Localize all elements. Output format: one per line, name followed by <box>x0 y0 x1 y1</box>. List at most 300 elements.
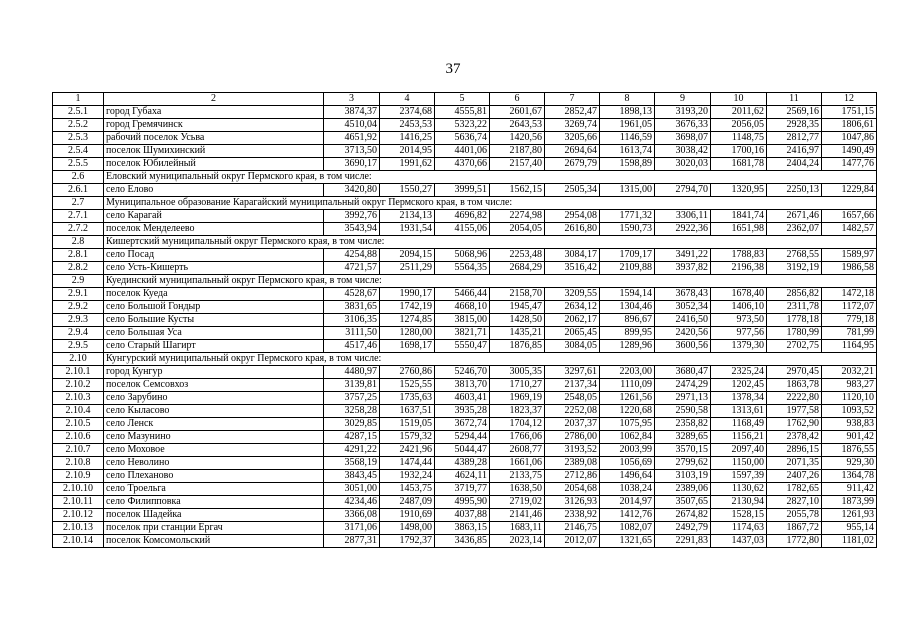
value-cell: 1788,83 <box>711 249 767 262</box>
value-cell: 3713,50 <box>324 145 380 158</box>
value-cell: 1782,65 <box>767 483 822 496</box>
row-code-cell: 2.10.6 <box>53 431 104 444</box>
table-row <box>53 184 877 197</box>
value-cell: 1320,95 <box>711 184 767 197</box>
value-cell: 781,99 <box>822 327 877 340</box>
value-cell: 1420,56 <box>490 132 545 145</box>
value-cell: 1579,32 <box>380 431 435 444</box>
value-cell: 2674,82 <box>655 509 711 522</box>
value-cell: 3051,00 <box>324 483 380 496</box>
value-cell: 2032,21 <box>822 366 877 379</box>
value-cell: 1220,68 <box>600 405 655 418</box>
value-cell: 5564,35 <box>435 262 490 275</box>
value-cell: 2511,29 <box>380 262 435 275</box>
table-row <box>53 366 877 379</box>
value-cell: 3193,52 <box>545 444 600 457</box>
settlement-name-cell: село Большие Кусты <box>104 314 324 327</box>
value-cell: 1528,15 <box>711 509 767 522</box>
value-cell: 1698,17 <box>380 340 435 353</box>
value-cell: 2358,82 <box>655 418 711 431</box>
value-cell: 4370,66 <box>435 158 490 171</box>
value-cell: 2362,07 <box>767 223 822 236</box>
settlement-name-cell: село Карагай <box>104 210 324 223</box>
value-cell: 1047,86 <box>822 132 877 145</box>
value-cell: 4480,97 <box>324 366 380 379</box>
value-cell: 4234,46 <box>324 496 380 509</box>
value-cell: 4389,28 <box>435 457 490 470</box>
value-cell: 1961,05 <box>600 119 655 132</box>
row-code-cell: 2.8.2 <box>53 262 104 275</box>
value-cell: 3306,11 <box>655 210 711 223</box>
table-row <box>53 496 877 509</box>
column-number-cell: 2 <box>104 93 324 106</box>
section-title-cell: Куединский муниципальный округ Пермского края, в том числе: <box>104 275 877 288</box>
value-cell: 3209,55 <box>545 288 600 301</box>
value-cell: 1841,74 <box>711 210 767 223</box>
value-cell: 4155,06 <box>435 223 490 236</box>
row-code-cell: 2.10.10 <box>53 483 104 496</box>
value-cell: 2012,07 <box>545 535 600 548</box>
value-cell: 1562,15 <box>490 184 545 197</box>
tariff-table <box>52 92 877 548</box>
value-cell: 3052,34 <box>655 301 711 314</box>
value-cell: 1490,49 <box>822 145 877 158</box>
value-cell: 2768,55 <box>767 249 822 262</box>
value-cell: 3516,42 <box>545 262 600 275</box>
value-cell: 2097,40 <box>711 444 767 457</box>
settlement-name-cell: село Троельга <box>104 483 324 496</box>
section-title-cell: Кунгурский муниципальный округ Пермского края, в том числе: <box>104 353 877 366</box>
value-cell: 2487,09 <box>380 496 435 509</box>
value-cell: 1519,05 <box>380 418 435 431</box>
table-row <box>53 223 877 236</box>
value-cell: 2786,00 <box>545 431 600 444</box>
value-cell: 1289,96 <box>600 340 655 353</box>
value-cell: 2014,97 <box>600 496 655 509</box>
value-cell: 4037,88 <box>435 509 490 522</box>
value-cell: 2634,12 <box>545 301 600 314</box>
page-number: 37 <box>445 61 461 77</box>
value-cell: 2694,64 <box>545 145 600 158</box>
settlement-name-cell: поселок при станции Ергач <box>104 522 324 535</box>
value-cell: 1525,55 <box>380 379 435 392</box>
value-cell: 3672,74 <box>435 418 490 431</box>
value-cell: 3757,25 <box>324 392 380 405</box>
value-cell: 2196,38 <box>711 262 767 275</box>
value-cell: 3843,45 <box>324 470 380 483</box>
value-cell: 3935,28 <box>435 405 490 418</box>
value-cell: 4510,04 <box>324 119 380 132</box>
row-code-cell: 2.5.3 <box>53 132 104 145</box>
value-cell: 2141,46 <box>490 509 545 522</box>
value-cell: 3543,94 <box>324 223 380 236</box>
value-cell: 896,67 <box>600 314 655 327</box>
row-code-cell: 2.10.3 <box>53 392 104 405</box>
settlement-name-cell: село Большой Гондыр <box>104 301 324 314</box>
table-row <box>53 106 877 119</box>
value-cell: 1683,11 <box>490 522 545 535</box>
row-code-cell: 2.10.1 <box>53 366 104 379</box>
value-cell: 1150,00 <box>711 457 767 470</box>
value-cell: 1735,63 <box>380 392 435 405</box>
value-cell: 911,42 <box>822 483 877 496</box>
value-cell: 1146,59 <box>600 132 655 145</box>
column-number-cell: 4 <box>380 93 435 106</box>
value-cell: 1751,15 <box>822 106 877 119</box>
settlement-name-cell: город Губаха <box>104 106 324 119</box>
value-cell: 2062,17 <box>545 314 600 327</box>
value-cell: 1274,85 <box>380 314 435 327</box>
value-cell: 1472,18 <box>822 288 877 301</box>
value-cell: 1412,76 <box>600 509 655 522</box>
value-cell: 1474,44 <box>380 457 435 470</box>
value-cell: 2222,80 <box>767 392 822 405</box>
value-cell: 1168,49 <box>711 418 767 431</box>
value-cell: 2453,53 <box>380 119 435 132</box>
settlement-name-cell: село Большая Уса <box>104 327 324 340</box>
settlement-name-cell: поселок Куеда <box>104 288 324 301</box>
value-cell: 1876,85 <box>490 340 545 353</box>
value-cell: 2799,62 <box>655 457 711 470</box>
value-cell: 1280,00 <box>380 327 435 340</box>
value-cell: 1766,06 <box>490 431 545 444</box>
value-cell: 1651,98 <box>711 223 767 236</box>
value-cell: 2601,67 <box>490 106 545 119</box>
value-cell: 4287,15 <box>324 431 380 444</box>
row-code-cell: 2.7.1 <box>53 210 104 223</box>
value-cell: 2971,13 <box>655 392 711 405</box>
table-row <box>53 340 877 353</box>
value-cell: 1876,55 <box>822 444 877 457</box>
value-cell: 1991,62 <box>380 158 435 171</box>
settlement-name-cell: село Филипповка <box>104 496 324 509</box>
value-cell: 3676,33 <box>655 119 711 132</box>
row-code-cell: 2.9.4 <box>53 327 104 340</box>
settlement-name-cell: село Кыласово <box>104 405 324 418</box>
row-code-cell: 2.9.2 <box>53 301 104 314</box>
value-cell: 3171,06 <box>324 522 380 535</box>
row-code-cell: 2.10.11 <box>53 496 104 509</box>
value-cell: 1778,18 <box>767 314 822 327</box>
value-cell: 2856,82 <box>767 288 822 301</box>
section-title-cell: Кишертский муниципальный округ Пермского края, в том числе: <box>104 236 877 249</box>
value-cell: 4401,06 <box>435 145 490 158</box>
value-cell: 3600,56 <box>655 340 711 353</box>
value-cell: 5323,22 <box>435 119 490 132</box>
value-cell: 1613,74 <box>600 145 655 158</box>
value-cell: 2274,98 <box>490 210 545 223</box>
row-code-cell: 2.7.2 <box>53 223 104 236</box>
value-cell: 1709,17 <box>600 249 655 262</box>
value-cell: 1496,64 <box>600 470 655 483</box>
row-code-cell: 2.10.2 <box>53 379 104 392</box>
value-cell: 1148,75 <box>711 132 767 145</box>
value-cell: 2794,70 <box>655 184 711 197</box>
value-cell: 3106,35 <box>324 314 380 327</box>
value-cell: 2416,50 <box>655 314 711 327</box>
value-cell: 5044,47 <box>435 444 490 457</box>
value-cell: 2071,35 <box>767 457 822 470</box>
value-cell: 1075,95 <box>600 418 655 431</box>
row-code-cell: 2.6 <box>53 171 104 184</box>
value-cell: 2684,29 <box>490 262 545 275</box>
value-cell: 1038,24 <box>600 483 655 496</box>
value-cell: 3420,80 <box>324 184 380 197</box>
value-cell: 1379,30 <box>711 340 767 353</box>
value-cell: 1082,07 <box>600 522 655 535</box>
value-cell: 1174,63 <box>711 522 767 535</box>
value-cell: 2852,47 <box>545 106 600 119</box>
value-cell: 1477,76 <box>822 158 877 171</box>
value-cell: 977,56 <box>711 327 767 340</box>
value-cell: 1637,51 <box>380 405 435 418</box>
value-cell: 2616,80 <box>545 223 600 236</box>
value-cell: 1056,69 <box>600 457 655 470</box>
settlement-name-cell: рабочий поселок Усьва <box>104 132 324 145</box>
row-code-cell: 2.5.4 <box>53 145 104 158</box>
value-cell: 2374,68 <box>380 106 435 119</box>
settlement-name-cell: поселок Комсомольский <box>104 535 324 548</box>
row-code-cell: 2.10.7 <box>53 444 104 457</box>
column-number-cell: 3 <box>324 93 380 106</box>
settlement-name-cell: село Старый Шагирт <box>104 340 324 353</box>
value-cell: 1172,07 <box>822 301 877 314</box>
settlement-name-cell: поселок Юбилейный <box>104 158 324 171</box>
value-cell: 2252,08 <box>545 405 600 418</box>
value-cell: 1202,45 <box>711 379 767 392</box>
row-code-cell: 2.10.14 <box>53 535 104 548</box>
row-code-cell: 2.10.8 <box>53 457 104 470</box>
value-cell: 2712,86 <box>545 470 600 483</box>
value-cell: 3491,22 <box>655 249 711 262</box>
value-cell: 1589,97 <box>822 249 877 262</box>
value-cell: 2023,14 <box>490 535 545 548</box>
value-cell: 1321,65 <box>600 535 655 548</box>
value-cell: 2389,08 <box>545 457 600 470</box>
settlement-name-cell: село Мазунино <box>104 431 324 444</box>
value-cell: 2702,75 <box>767 340 822 353</box>
value-cell: 1990,17 <box>380 288 435 301</box>
value-cell: 1313,61 <box>711 405 767 418</box>
value-cell: 2896,15 <box>767 444 822 457</box>
value-cell: 1704,12 <box>490 418 545 431</box>
value-cell: 3507,65 <box>655 496 711 509</box>
value-cell: 1638,50 <box>490 483 545 496</box>
value-cell: 1550,27 <box>380 184 435 197</box>
settlement-name-cell: село Елово <box>104 184 324 197</box>
value-cell: 2404,24 <box>767 158 822 171</box>
row-code-cell: 2.7 <box>53 197 104 210</box>
value-cell: 3269,74 <box>545 119 600 132</box>
value-cell: 2416,97 <box>767 145 822 158</box>
value-cell: 2137,34 <box>545 379 600 392</box>
value-cell: 1093,52 <box>822 405 877 418</box>
value-cell: 1742,19 <box>380 301 435 314</box>
value-cell: 3192,19 <box>767 262 822 275</box>
column-number-cell: 7 <box>545 93 600 106</box>
value-cell: 1453,75 <box>380 483 435 496</box>
value-cell: 1931,54 <box>380 223 435 236</box>
value-cell: 2643,53 <box>490 119 545 132</box>
value-cell: 1164,95 <box>822 340 877 353</box>
value-cell: 3874,37 <box>324 106 380 119</box>
row-code-cell: 2.9.1 <box>53 288 104 301</box>
value-cell: 3999,51 <box>435 184 490 197</box>
value-cell: 1261,56 <box>600 392 655 405</box>
column-number-cell: 8 <box>600 93 655 106</box>
value-cell: 1364,78 <box>822 470 877 483</box>
value-cell: 2922,36 <box>655 223 711 236</box>
column-number-cell: 5 <box>435 93 490 106</box>
value-cell: 2928,35 <box>767 119 822 132</box>
table-row <box>53 457 877 470</box>
value-cell: 1867,72 <box>767 522 822 535</box>
value-cell: 2492,79 <box>655 522 711 535</box>
value-cell: 1969,19 <box>490 392 545 405</box>
value-cell: 1437,03 <box>711 535 767 548</box>
value-cell: 3139,81 <box>324 379 380 392</box>
table-row <box>53 249 877 262</box>
settlement-name-cell: село Неволино <box>104 457 324 470</box>
value-cell: 1863,78 <box>767 379 822 392</box>
value-cell: 3815,00 <box>435 314 490 327</box>
value-cell: 2011,62 <box>711 106 767 119</box>
value-cell: 2253,48 <box>490 249 545 262</box>
value-cell: 3690,17 <box>324 158 380 171</box>
value-cell: 2056,05 <box>711 119 767 132</box>
row-code-cell: 2.5.1 <box>53 106 104 119</box>
value-cell: 1932,24 <box>380 470 435 483</box>
value-cell: 1378,34 <box>711 392 767 405</box>
section-row <box>53 353 877 366</box>
value-cell: 1657,66 <box>822 210 877 223</box>
table-row <box>53 444 877 457</box>
value-cell: 2109,88 <box>600 262 655 275</box>
settlement-name-cell: город Кунгур <box>104 366 324 379</box>
value-cell: 3020,03 <box>655 158 711 171</box>
value-cell: 2130,94 <box>711 496 767 509</box>
table-row <box>53 522 877 535</box>
table-row <box>53 405 877 418</box>
value-cell: 3193,20 <box>655 106 711 119</box>
value-cell: 2421,96 <box>380 444 435 457</box>
value-cell: 3568,19 <box>324 457 380 470</box>
value-cell: 2325,24 <box>711 366 767 379</box>
row-code-cell: 2.10.12 <box>53 509 104 522</box>
section-title-cell: Муниципальное образование Карагайский муниципальный округ Пермского края, в том числе: <box>104 197 877 210</box>
settlement-name-cell: село Зарубино <box>104 392 324 405</box>
value-cell: 3111,50 <box>324 327 380 340</box>
value-cell: 1661,06 <box>490 457 545 470</box>
row-code-cell: 2.8 <box>53 236 104 249</box>
column-number-cell: 11 <box>767 93 822 106</box>
value-cell: 2679,79 <box>545 158 600 171</box>
value-cell: 1120,10 <box>822 392 877 405</box>
value-cell: 2827,10 <box>767 496 822 509</box>
value-cell: 1806,61 <box>822 119 877 132</box>
value-cell: 1130,62 <box>711 483 767 496</box>
value-cell: 3205,66 <box>545 132 600 145</box>
table-body <box>53 93 877 548</box>
value-cell: 1498,00 <box>380 522 435 535</box>
table-row <box>53 262 877 275</box>
value-cell: 2203,00 <box>600 366 655 379</box>
value-cell: 1780,99 <box>767 327 822 340</box>
settlement-name-cell: поселок Шумихинский <box>104 145 324 158</box>
value-cell: 5466,44 <box>435 288 490 301</box>
row-code-cell: 2.9.5 <box>53 340 104 353</box>
value-cell: 779,18 <box>822 314 877 327</box>
settlement-name-cell: село Ленск <box>104 418 324 431</box>
value-cell: 1594,14 <box>600 288 655 301</box>
settlement-name-cell: село Моховое <box>104 444 324 457</box>
value-cell: 2970,45 <box>767 366 822 379</box>
value-cell: 1873,99 <box>822 496 877 509</box>
value-cell: 2505,34 <box>545 184 600 197</box>
value-cell: 1590,73 <box>600 223 655 236</box>
value-cell: 4668,10 <box>435 301 490 314</box>
row-code-cell: 2.10.5 <box>53 418 104 431</box>
value-cell: 2311,78 <box>767 301 822 314</box>
table-row <box>53 431 877 444</box>
table-row <box>53 210 877 223</box>
value-cell: 4517,46 <box>324 340 380 353</box>
table-row <box>53 288 877 301</box>
value-cell: 2569,16 <box>767 106 822 119</box>
value-cell: 3258,28 <box>324 405 380 418</box>
table-row <box>53 509 877 522</box>
value-cell: 4696,82 <box>435 210 490 223</box>
row-code-cell: 2.5.5 <box>53 158 104 171</box>
value-cell: 4555,81 <box>435 106 490 119</box>
value-cell: 3297,61 <box>545 366 600 379</box>
value-cell: 2250,13 <box>767 184 822 197</box>
value-cell: 1110,09 <box>600 379 655 392</box>
value-cell: 1772,80 <box>767 535 822 548</box>
value-cell: 2065,45 <box>545 327 600 340</box>
value-cell: 1945,47 <box>490 301 545 314</box>
value-cell: 1823,37 <box>490 405 545 418</box>
row-code-cell: 2.8.1 <box>53 249 104 262</box>
value-cell: 3698,07 <box>655 132 711 145</box>
settlement-name-cell: город Гремячинск <box>104 119 324 132</box>
value-cell: 1710,27 <box>490 379 545 392</box>
value-cell: 3038,42 <box>655 145 711 158</box>
value-cell: 3005,35 <box>490 366 545 379</box>
value-cell: 4995,90 <box>435 496 490 509</box>
value-cell: 1261,93 <box>822 509 877 522</box>
table-row <box>53 535 877 548</box>
value-cell: 3436,85 <box>435 535 490 548</box>
settlement-name-cell: поселок Семсовхоз <box>104 379 324 392</box>
row-code-cell: 2.10.9 <box>53 470 104 483</box>
value-cell: 1771,32 <box>600 210 655 223</box>
value-cell: 2671,46 <box>767 210 822 223</box>
value-cell: 1435,21 <box>490 327 545 340</box>
value-cell: 2548,05 <box>545 392 600 405</box>
value-cell: 1986,58 <box>822 262 877 275</box>
value-cell: 2760,86 <box>380 366 435 379</box>
value-cell: 3029,85 <box>324 418 380 431</box>
value-cell: 2719,02 <box>490 496 545 509</box>
value-cell: 1898,13 <box>600 106 655 119</box>
value-cell: 1762,90 <box>767 418 822 431</box>
value-cell: 1062,84 <box>600 431 655 444</box>
table-row <box>53 158 877 171</box>
settlement-name-cell: поселок Шадейка <box>104 509 324 522</box>
value-cell: 5068,96 <box>435 249 490 262</box>
column-number-cell: 9 <box>655 93 711 106</box>
